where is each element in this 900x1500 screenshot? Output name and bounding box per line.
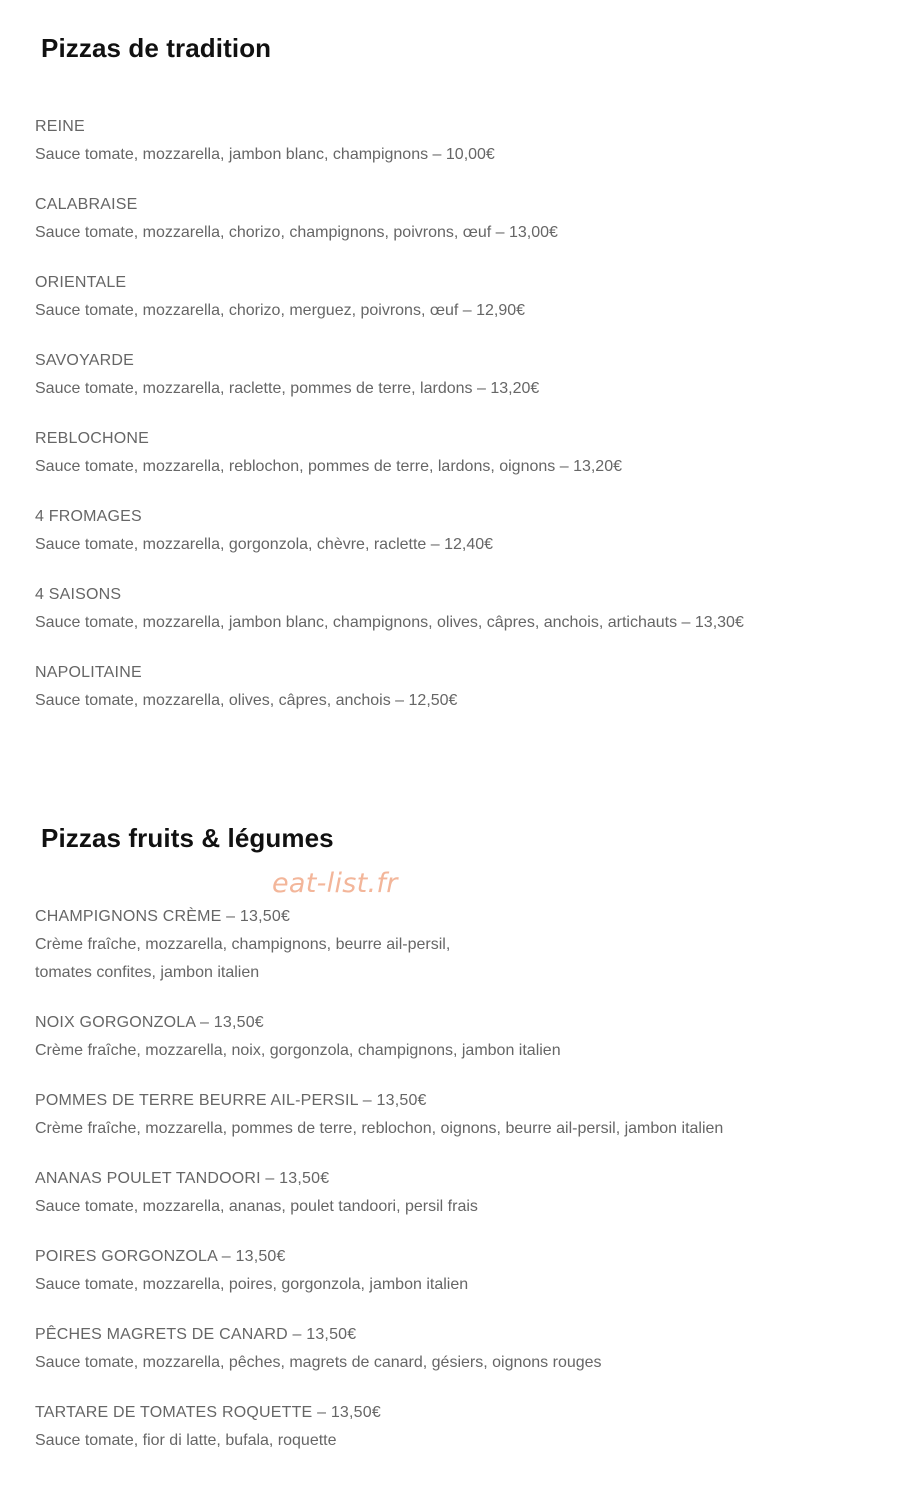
menu-item	[35, 1243, 875, 1299]
menu-item	[35, 1087, 875, 1143]
menu-item-description: Sauce tomate, fior di latte, bufala, roquette	[35, 1432, 337, 1449]
menu-item-name: TARTARE DE TOMATES ROQUETTE – 13,50€	[35, 1404, 381, 1421]
menu-item	[35, 903, 875, 987]
menu-item	[35, 113, 875, 169]
menu-item-description: Sauce tomate, mozzarella, olives, câpres, anchois – 12,50€	[35, 692, 458, 709]
menu-item-description: Sauce tomate, mozzarella, jambon blanc, champignons, olives, câpres, anchois, artichauts – 13,30€	[35, 614, 744, 631]
menu-item-name: ANANAS POULET TANDOORI – 13,50€	[35, 1170, 330, 1187]
menu-item-description: Crème fraîche, mozzarella, champignons, beurre ail-persil, tomates confites, jambon italien	[35, 936, 451, 981]
menu-item	[35, 1321, 875, 1377]
menu-item-name: 4 FROMAGES	[35, 508, 142, 525]
menu-item-description: Sauce tomate, mozzarella, raclette, pommes de terre, lardons – 13,20€	[35, 380, 540, 397]
menu-item	[35, 347, 875, 403]
menu-item	[35, 581, 875, 637]
menu-list-fruits-legumes	[35, 903, 875, 1477]
menu-item-name: ORIENTALE	[35, 274, 127, 291]
menu-item-description: Sauce tomate, mozzarella, reblochon, pommes de terre, lardons, oignons – 13,20€	[35, 458, 622, 475]
menu-list-tradition	[35, 113, 875, 737]
menu-item-name: SAVOYARDE	[35, 352, 135, 369]
menu-item	[35, 425, 875, 481]
menu-item-name: CHAMPIGNONS CRÈME – 13,50€	[35, 908, 291, 925]
menu-item-description: Crème fraîche, mozzarella, noix, gorgonzola, champignons, jambon italien	[35, 1042, 561, 1059]
menu-item	[35, 1009, 875, 1065]
menu-item-name: REBLOCHONE	[35, 430, 150, 447]
menu-item-description: Sauce tomate, mozzarella, gorgonzola, chèvre, raclette – 12,40€	[35, 536, 494, 553]
section-title-tradition: Pizzas de tradition	[41, 33, 272, 63]
menu-item	[35, 1165, 875, 1221]
menu-item-description: Sauce tomate, mozzarella, jambon blanc, champignons – 10,00€	[35, 146, 495, 163]
menu-item-description: Sauce tomate, mozzarella, poires, gorgonzola, jambon italien	[35, 1276, 469, 1293]
menu-item-name: 4 SAISONS	[35, 586, 122, 603]
menu-item	[35, 503, 875, 559]
watermark-text: eat-list.fr	[272, 868, 398, 899]
menu-item-name: POMMES DE TERRE BEURRE AIL-PERSIL – 13,50€	[35, 1092, 427, 1109]
menu-item-name: NOIX GORGONZOLA – 13,50€	[35, 1014, 264, 1031]
menu-item-name: PÊCHES MAGRETS DE CANARD – 13,50€	[35, 1326, 357, 1343]
menu-item-description: Sauce tomate, mozzarella, ananas, poulet tandoori, persil frais	[35, 1198, 478, 1215]
menu-item-description: Sauce tomate, mozzarella, chorizo, merguez, poivrons, œuf – 12,90€	[35, 302, 526, 319]
menu-item-description: Crème fraîche, mozzarella, pommes de terre, reblochon, oignons, beurre ail-persil, jambon italien	[35, 1120, 724, 1137]
menu-item	[35, 659, 875, 715]
menu-item-description: Sauce tomate, mozzarella, chorizo, champignons, poivrons, œuf – 13,00€	[35, 224, 558, 241]
menu-item-name: REINE	[35, 118, 85, 135]
menu-item	[35, 191, 875, 247]
menu-item-description: Sauce tomate, mozzarella, pêches, magrets de canard, gésiers, oignons rouges	[35, 1354, 602, 1371]
menu-item-name: POIRES GORGONZOLA – 13,50€	[35, 1248, 286, 1265]
menu-item	[35, 269, 875, 325]
menu-item-name: NAPOLITAINE	[35, 664, 142, 681]
menu-item	[35, 1399, 875, 1455]
menu-item-name: CALABRAISE	[35, 196, 138, 213]
section-title-fruits-legumes: Pizzas fruits & légumes	[41, 823, 334, 853]
